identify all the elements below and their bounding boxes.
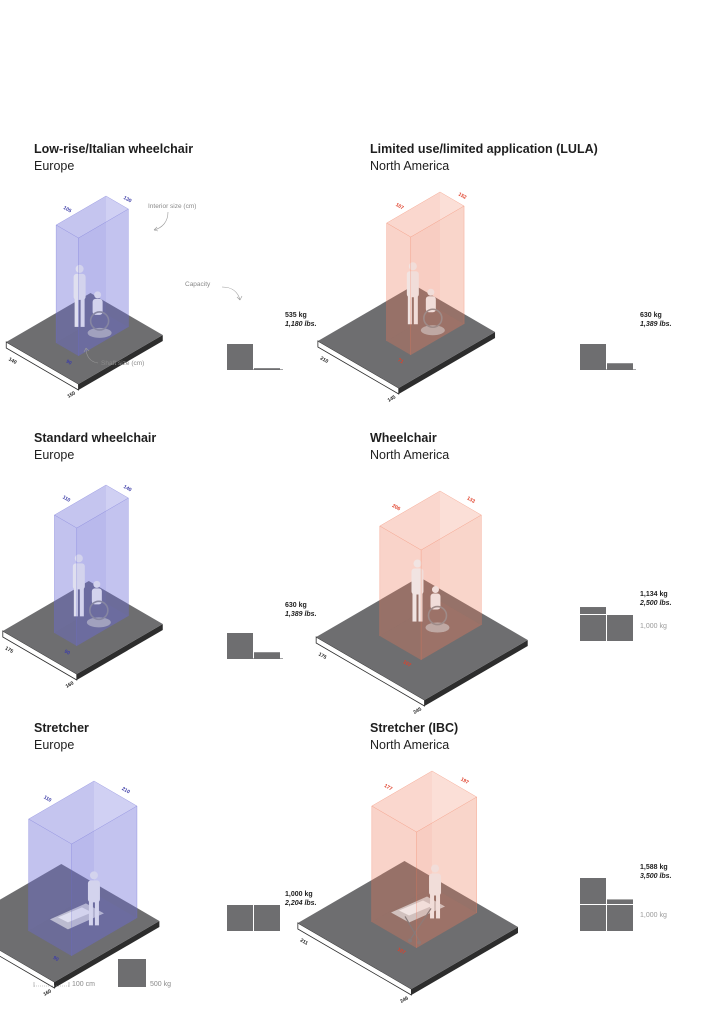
capacity-block <box>580 905 606 931</box>
interior-width-label: 133 <box>465 495 476 505</box>
shaft-depth-label: 210 <box>318 355 330 365</box>
panel-standard-wheelchair <box>3 431 364 690</box>
capacity-lbs: 1,180 lbs. <box>285 321 317 328</box>
panel-region: North America <box>370 448 450 462</box>
shaft-width-label: 145 <box>386 394 397 404</box>
shaft-size-note: Shaft size (cm) <box>101 360 145 367</box>
capacity-lbs: 1,389 lbs. <box>285 611 317 618</box>
capacity-lbs: 1,389 lbs. <box>640 321 672 328</box>
capacity-blocks <box>227 871 287 931</box>
capacity-block <box>580 607 606 614</box>
capacity-block <box>607 615 633 641</box>
door-width-label: 107 <box>401 659 412 669</box>
capacity-kg: 1,588 kg <box>640 864 668 871</box>
capacity-kg: 1,000 kg <box>285 891 313 898</box>
interior-width-label: 210 <box>120 786 131 796</box>
door-width-label: 90 <box>63 648 71 657</box>
capacity-lbs: 2,204 lbs. <box>285 900 317 907</box>
capacity-kg: 630 kg <box>285 602 307 609</box>
capacity-reference: 1,000 kg <box>640 912 667 919</box>
capacity-block <box>254 652 280 659</box>
panel-title: Stretcher <box>34 721 89 735</box>
interior-depth-label: 177 <box>382 783 394 793</box>
capacity-lbs: 3,500 lbs. <box>640 873 672 880</box>
interior-depth-label: 110 <box>61 494 72 504</box>
door-width-label: 90 <box>64 358 73 367</box>
interior-depth-label: 110 <box>42 794 53 804</box>
capacity-block <box>254 905 280 931</box>
capacity-kg: 1,134 kg <box>640 591 668 598</box>
capacity-block <box>607 899 633 904</box>
elevator-iso-diagram <box>3 431 244 690</box>
door-width-label: 107 <box>396 946 407 957</box>
panel-title: Wheelchair <box>370 431 437 445</box>
door-width-label: 71 <box>396 357 405 366</box>
interior-depth-label: 105 <box>62 205 73 215</box>
panel-wheelchair-na <box>317 431 700 716</box>
scale-label: 100 cm <box>72 981 95 988</box>
interior-size-note: Interior size (cm) <box>148 203 197 210</box>
panel-title: Limited use/limited application (LULA) <box>370 142 598 156</box>
capacity-kg: 630 kg <box>640 312 662 319</box>
shaft-depth-label: 175 <box>317 651 328 661</box>
panel-region: Europe <box>34 159 75 173</box>
shaft-depth-label: 140 <box>7 356 18 366</box>
shaft-width-label: 246 <box>399 995 410 1005</box>
interior-depth-label: 206 <box>390 503 402 513</box>
capacity-block <box>580 878 606 904</box>
panel-title: Standard wheelchair <box>34 431 157 445</box>
panel-region: North America <box>370 159 450 173</box>
shaft-width-label: 160 <box>64 680 75 690</box>
weight-block-legend <box>118 959 146 987</box>
panel-region: North America <box>370 738 450 752</box>
capacity-lbs: 2,500 lbs. <box>640 600 672 607</box>
scale-bar <box>33 958 73 990</box>
capacity-reference: 1,000 kg <box>640 623 667 630</box>
shaft-width-label: 245 <box>412 706 423 716</box>
capacity-block <box>227 633 253 659</box>
capacity-kg: 535 kg <box>285 312 307 319</box>
capacity-block <box>580 615 606 641</box>
panel-region: Europe <box>34 448 75 462</box>
weight-block-label: 500 kg <box>150 981 172 988</box>
interior-depth-label: 107 <box>394 202 405 212</box>
panel-title: Stretcher (IBC) <box>370 721 459 735</box>
capacity-blocks <box>227 599 287 659</box>
capacity-blocks <box>580 581 640 641</box>
interior-width-label: 152 <box>457 191 468 201</box>
shaft-width-label: 160 <box>42 988 53 998</box>
capacity-block <box>607 905 633 931</box>
door-width-label: 90 <box>51 955 60 964</box>
capacity-blocks <box>580 851 640 931</box>
shaft-width-label: 150 <box>66 390 77 400</box>
capacity-block <box>227 905 253 931</box>
panel-title: Low-rise/Italian wheelchair <box>34 142 194 156</box>
interior-width-label: 140 <box>122 484 133 494</box>
interior-width-label: 130 <box>122 195 133 205</box>
shaft-depth-label: 211 <box>298 937 309 947</box>
capacity-note: Capacity <box>185 281 211 288</box>
panel-region: Europe <box>34 738 75 752</box>
interior-width-label: 197 <box>459 776 470 786</box>
elevator-iso-diagram <box>317 431 580 716</box>
car-front-wall <box>54 515 76 646</box>
shaft-depth-label: 175 <box>3 645 15 655</box>
